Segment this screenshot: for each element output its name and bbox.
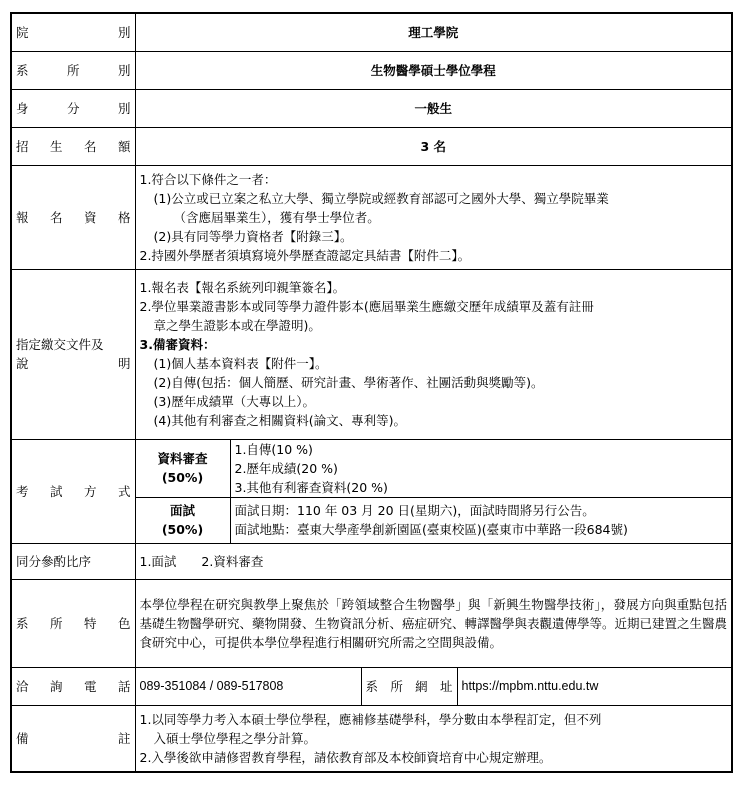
documents-line: (1)個人基本資料表【附件一】。 <box>153 356 328 371</box>
row-qualification <box>11 165 732 269</box>
row-college <box>11 13 732 51</box>
label-features: 系 所 特 色 <box>11 580 135 668</box>
documents-line: 1.報名表【報名系統列印親筆簽名】。 <box>139 280 346 295</box>
value-tiebreak: 1.面試 2.資料審查 <box>135 544 732 580</box>
row-documents <box>11 269 732 439</box>
value-notes <box>135 706 732 772</box>
documents-line: (2)自傳(包括：個人簡歷、研究計畫、學術著作、社團活動與獎勵等)。 <box>153 375 544 390</box>
documents-line: 2.學位畢業證書影本或同等學力證件影本(應屆畢業生應繳交歷年成績單及蓋有註冊 <box>139 299 594 314</box>
exam-subtable <box>136 440 732 544</box>
documents-line: 3.備審資料： <box>139 337 216 352</box>
qualification-line: 2.持國外學歷者須填寫境外學歷查證認定具結書【附件二】。 <box>139 247 471 263</box>
exam-review-title: 資料審查 (50%) <box>136 440 231 498</box>
label-notes: 備 註 <box>11 706 135 772</box>
label-tiebreak: 同分參酌比序 <box>11 544 135 580</box>
label-identity: 身 分 別 <box>11 89 135 127</box>
row-quota <box>11 127 732 165</box>
qualification-line: （含應屆畢業生），獲有學士學位者。 <box>173 209 380 225</box>
value-features: 本學位學程在研究與教學上聚焦於「跨領域整合生物醫學」與「新興生物醫學技術」，發展方向與重點包括基礎生物醫學研究、藥物開發、生物資訊分析、癌症研究、轉譯醫學與表觀遺傳學等。近期已建置之生醫農食研究中心，可提供本學位學程進行相關研究所需之空間與設備。 <box>135 580 732 668</box>
value-college: 理工學院 <box>135 13 732 51</box>
label-website: 系 所 網 址 <box>361 668 457 706</box>
website-link[interactable]: https://mpbm.nttu.edu.tw <box>457 668 732 706</box>
documents-line: 章之學生證影本或在學證明)。 <box>153 318 321 333</box>
qualification-line: (1)公立或已立案之私立大學、獨立學院或經教育部認可之國外大學、獨立學院畢業 <box>153 190 609 206</box>
exam-interview-items: 面試日期：110 年 03 月 20 日(星期六)，面試時間將另行公告。 面試地點：臺東大學產學創新園區(臺東校區)(臺東市中華路一段684號) <box>230 497 731 543</box>
documents-line: (4)其他有利審查之相關資料(論文、專利等)。 <box>153 413 406 428</box>
contact-phone: 089-351084 / 089-517808 <box>135 668 361 706</box>
documents-line: (3)歷年成績單（大專以上）。 <box>153 394 315 409</box>
exam-interview-title: 面試 (50%) <box>136 497 231 543</box>
notes-line: 1.以同等學力考入本碩士學位學程，應補修基礎學科，學分數由本學程訂定，但不列 <box>139 711 602 727</box>
row-notes <box>11 706 732 772</box>
exam-interview-row <box>136 497 732 543</box>
label-qualification: 報 名 資 格 <box>11 165 135 269</box>
notes-line: 入碩士學位學程之學分計算。 <box>153 730 317 746</box>
row-contact <box>11 668 732 706</box>
value-qualification <box>135 165 732 269</box>
label-exam: 考 試 方 式 <box>11 439 135 544</box>
exam-review-row <box>136 440 732 498</box>
row-identity <box>11 89 732 127</box>
row-features <box>11 580 732 668</box>
row-exam <box>11 439 732 544</box>
value-identity: 一般生 <box>135 89 732 127</box>
exam-review-items: 1.自傳(10 %) 2.歷年成績(20 %) 3.其他有利審查資料(20 %) <box>230 440 731 498</box>
label-department: 系 所 別 <box>11 51 135 89</box>
label-documents: 指定繳交文件及 說 明 <box>11 269 135 439</box>
label-quota: 招 生 名 額 <box>11 127 135 165</box>
admission-table <box>10 12 733 773</box>
qualification-line: 1.符合以下條件之一者： <box>139 171 277 187</box>
value-exam <box>135 439 732 544</box>
row-department <box>11 51 732 89</box>
qualification-line: (2)具有同等學力資格者【附錄三】。 <box>153 228 353 244</box>
label-contact: 洽 詢 電 話 <box>11 668 135 706</box>
notes-line: 2.入學後欲申請修習教育學程，請依教育部及本校師資培育中心規定辦理。 <box>139 749 552 765</box>
value-quota: 3 名 <box>135 127 732 165</box>
value-department: 生物醫學碩士學位學程 <box>135 51 732 89</box>
row-tiebreak <box>11 544 732 580</box>
value-documents <box>135 269 732 439</box>
label-college: 院 別 <box>11 13 135 51</box>
